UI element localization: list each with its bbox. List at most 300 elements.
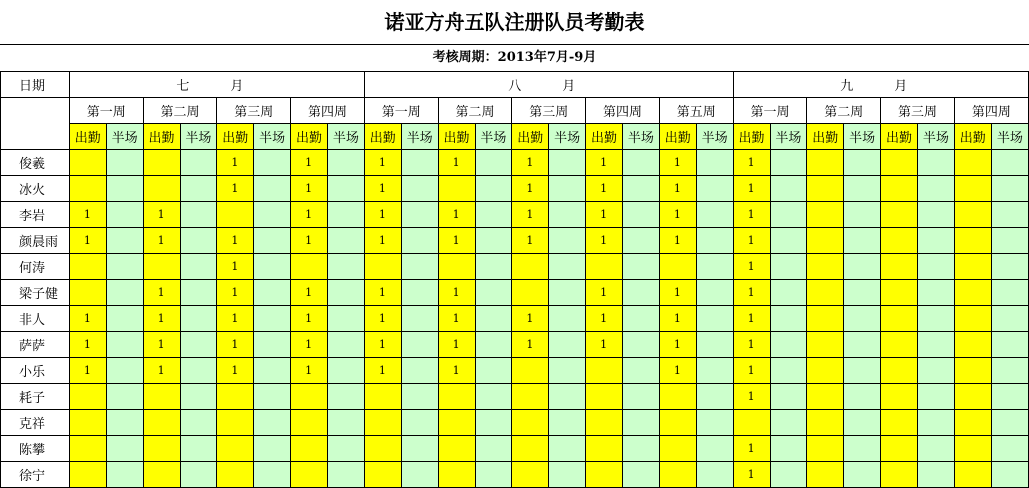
half-cell[interactable] (918, 358, 955, 384)
half-cell[interactable] (106, 150, 143, 176)
attend-cell[interactable]: 1 (438, 306, 475, 332)
attend-cell[interactable]: 1 (586, 202, 623, 228)
attend-cell[interactable] (807, 150, 844, 176)
attend-cell[interactable]: 1 (143, 332, 180, 358)
half-cell[interactable] (401, 332, 438, 358)
attend-cell[interactable] (291, 436, 328, 462)
half-cell[interactable] (918, 306, 955, 332)
half-cell[interactable] (844, 462, 881, 488)
half-cell[interactable] (770, 436, 807, 462)
half-cell[interactable] (106, 228, 143, 254)
half-cell[interactable] (770, 410, 807, 436)
attend-cell[interactable]: 1 (586, 176, 623, 202)
attend-cell[interactable]: 1 (291, 280, 328, 306)
attend-cell[interactable] (881, 332, 918, 358)
attend-cell[interactable]: 1 (586, 150, 623, 176)
half-cell[interactable] (180, 306, 217, 332)
half-cell[interactable] (918, 254, 955, 280)
attend-cell[interactable]: 1 (364, 228, 401, 254)
half-cell[interactable] (475, 332, 512, 358)
half-cell[interactable] (254, 462, 291, 488)
attend-cell[interactable] (659, 254, 696, 280)
half-cell[interactable] (180, 410, 217, 436)
half-cell[interactable] (770, 254, 807, 280)
attend-cell[interactable] (881, 228, 918, 254)
attend-cell[interactable]: 1 (217, 306, 254, 332)
half-cell[interactable] (180, 254, 217, 280)
half-cell[interactable] (991, 462, 1028, 488)
half-cell[interactable] (844, 384, 881, 410)
attend-cell[interactable] (143, 254, 180, 280)
attend-cell[interactable]: 1 (586, 306, 623, 332)
attend-cell[interactable] (586, 384, 623, 410)
attend-cell[interactable]: 1 (69, 202, 106, 228)
attend-cell[interactable]: 1 (69, 306, 106, 332)
half-cell[interactable] (770, 150, 807, 176)
attend-cell[interactable]: 1 (438, 280, 475, 306)
attend-cell[interactable]: 1 (364, 202, 401, 228)
attend-cell[interactable] (438, 384, 475, 410)
half-cell[interactable] (254, 384, 291, 410)
half-cell[interactable] (770, 176, 807, 202)
half-cell[interactable] (918, 176, 955, 202)
attend-cell[interactable]: 1 (733, 202, 770, 228)
attend-cell[interactable] (954, 384, 991, 410)
half-cell[interactable] (475, 358, 512, 384)
half-cell[interactable] (918, 332, 955, 358)
attend-cell[interactable]: 1 (217, 228, 254, 254)
attend-cell[interactable]: 1 (217, 254, 254, 280)
half-cell[interactable] (696, 176, 733, 202)
attend-cell[interactable]: 1 (143, 280, 180, 306)
attend-cell[interactable] (881, 436, 918, 462)
half-cell[interactable] (475, 410, 512, 436)
attend-cell[interactable]: 1 (659, 150, 696, 176)
attend-cell[interactable]: 1 (217, 332, 254, 358)
half-cell[interactable] (401, 358, 438, 384)
attend-cell[interactable] (954, 462, 991, 488)
attend-cell[interactable] (881, 176, 918, 202)
half-cell[interactable] (328, 384, 365, 410)
half-cell[interactable] (328, 410, 365, 436)
attend-cell[interactable] (217, 202, 254, 228)
half-cell[interactable] (549, 436, 586, 462)
attend-cell[interactable] (69, 384, 106, 410)
attend-cell[interactable] (881, 384, 918, 410)
half-cell[interactable] (475, 254, 512, 280)
attend-cell[interactable] (512, 254, 549, 280)
attend-cell[interactable] (881, 410, 918, 436)
attend-cell[interactable]: 1 (143, 228, 180, 254)
attend-cell[interactable] (807, 280, 844, 306)
half-cell[interactable] (549, 176, 586, 202)
attend-cell[interactable]: 1 (733, 150, 770, 176)
attend-cell[interactable] (954, 150, 991, 176)
attend-cell[interactable] (438, 410, 475, 436)
half-cell[interactable] (106, 410, 143, 436)
attend-cell[interactable] (586, 254, 623, 280)
half-cell[interactable] (696, 410, 733, 436)
half-cell[interactable] (549, 410, 586, 436)
half-cell[interactable] (549, 254, 586, 280)
attend-cell[interactable] (807, 228, 844, 254)
attend-cell[interactable] (586, 462, 623, 488)
half-cell[interactable] (180, 228, 217, 254)
attend-cell[interactable] (881, 150, 918, 176)
attend-cell[interactable] (659, 436, 696, 462)
half-cell[interactable] (696, 150, 733, 176)
attend-cell[interactable] (143, 462, 180, 488)
half-cell[interactable] (844, 306, 881, 332)
attend-cell[interactable]: 1 (733, 306, 770, 332)
attend-cell[interactable] (954, 280, 991, 306)
half-cell[interactable] (475, 176, 512, 202)
attend-cell[interactable] (512, 462, 549, 488)
half-cell[interactable] (549, 150, 586, 176)
attend-cell[interactable] (217, 384, 254, 410)
half-cell[interactable] (180, 176, 217, 202)
attend-cell[interactable] (217, 462, 254, 488)
attend-cell[interactable]: 1 (659, 306, 696, 332)
attend-cell[interactable]: 1 (659, 332, 696, 358)
attend-cell[interactable]: 1 (291, 332, 328, 358)
attend-cell[interactable]: 1 (733, 280, 770, 306)
half-cell[interactable] (106, 436, 143, 462)
attend-cell[interactable] (954, 332, 991, 358)
half-cell[interactable] (623, 150, 660, 176)
half-cell[interactable] (770, 202, 807, 228)
attend-cell[interactable] (881, 254, 918, 280)
half-cell[interactable] (254, 202, 291, 228)
half-cell[interactable] (549, 202, 586, 228)
half-cell[interactable] (991, 176, 1028, 202)
attend-cell[interactable]: 1 (364, 280, 401, 306)
attend-cell[interactable] (954, 410, 991, 436)
attend-cell[interactable] (586, 358, 623, 384)
half-cell[interactable] (180, 150, 217, 176)
half-cell[interactable] (180, 436, 217, 462)
half-cell[interactable] (401, 280, 438, 306)
attend-cell[interactable] (364, 384, 401, 410)
attend-cell[interactable] (69, 176, 106, 202)
half-cell[interactable] (770, 280, 807, 306)
attend-cell[interactable]: 1 (659, 228, 696, 254)
half-cell[interactable] (106, 254, 143, 280)
attend-cell[interactable] (143, 176, 180, 202)
attend-cell[interactable] (954, 176, 991, 202)
half-cell[interactable] (696, 462, 733, 488)
attend-cell[interactable]: 1 (364, 176, 401, 202)
half-cell[interactable] (623, 254, 660, 280)
half-cell[interactable] (254, 436, 291, 462)
half-cell[interactable] (106, 280, 143, 306)
half-cell[interactable] (991, 410, 1028, 436)
half-cell[interactable] (918, 150, 955, 176)
half-cell[interactable] (844, 280, 881, 306)
attend-cell[interactable] (807, 384, 844, 410)
half-cell[interactable] (180, 202, 217, 228)
attend-cell[interactable]: 1 (364, 332, 401, 358)
half-cell[interactable] (180, 462, 217, 488)
attend-cell[interactable]: 1 (586, 228, 623, 254)
attend-cell[interactable] (807, 202, 844, 228)
half-cell[interactable] (401, 436, 438, 462)
half-cell[interactable] (696, 436, 733, 462)
attend-cell[interactable] (438, 436, 475, 462)
attend-cell[interactable] (881, 202, 918, 228)
half-cell[interactable] (328, 436, 365, 462)
half-cell[interactable] (770, 358, 807, 384)
half-cell[interactable] (549, 358, 586, 384)
half-cell[interactable] (770, 462, 807, 488)
attend-cell[interactable]: 1 (659, 358, 696, 384)
half-cell[interactable] (991, 332, 1028, 358)
attend-cell[interactable] (733, 410, 770, 436)
half-cell[interactable] (623, 462, 660, 488)
attend-cell[interactable] (881, 462, 918, 488)
attend-cell[interactable] (512, 436, 549, 462)
attend-cell[interactable] (69, 462, 106, 488)
half-cell[interactable] (844, 436, 881, 462)
attend-cell[interactable] (881, 306, 918, 332)
half-cell[interactable] (401, 202, 438, 228)
attend-cell[interactable] (954, 358, 991, 384)
attend-cell[interactable] (659, 384, 696, 410)
half-cell[interactable] (844, 332, 881, 358)
attend-cell[interactable]: 1 (291, 358, 328, 384)
half-cell[interactable] (180, 384, 217, 410)
half-cell[interactable] (991, 280, 1028, 306)
half-cell[interactable] (106, 358, 143, 384)
half-cell[interactable] (549, 280, 586, 306)
attend-cell[interactable] (69, 410, 106, 436)
half-cell[interactable] (696, 280, 733, 306)
attend-cell[interactable]: 1 (291, 176, 328, 202)
half-cell[interactable] (549, 332, 586, 358)
attend-cell[interactable] (291, 410, 328, 436)
half-cell[interactable] (475, 384, 512, 410)
attend-cell[interactable]: 1 (364, 306, 401, 332)
half-cell[interactable] (844, 358, 881, 384)
half-cell[interactable] (991, 384, 1028, 410)
attend-cell[interactable] (364, 410, 401, 436)
half-cell[interactable] (328, 306, 365, 332)
half-cell[interactable] (254, 410, 291, 436)
half-cell[interactable] (991, 358, 1028, 384)
attend-cell[interactable] (954, 306, 991, 332)
half-cell[interactable] (623, 358, 660, 384)
half-cell[interactable] (254, 306, 291, 332)
half-cell[interactable] (844, 150, 881, 176)
attend-cell[interactable] (807, 462, 844, 488)
attend-cell[interactable] (954, 228, 991, 254)
half-cell[interactable] (328, 202, 365, 228)
half-cell[interactable] (328, 228, 365, 254)
half-cell[interactable] (770, 384, 807, 410)
attend-cell[interactable] (364, 436, 401, 462)
attend-cell[interactable]: 1 (438, 228, 475, 254)
attend-cell[interactable]: 1 (143, 202, 180, 228)
half-cell[interactable] (918, 436, 955, 462)
half-cell[interactable] (401, 384, 438, 410)
attend-cell[interactable]: 1 (438, 332, 475, 358)
half-cell[interactable] (254, 228, 291, 254)
attend-cell[interactable]: 1 (733, 384, 770, 410)
half-cell[interactable] (328, 150, 365, 176)
attend-cell[interactable]: 1 (586, 280, 623, 306)
half-cell[interactable] (623, 228, 660, 254)
attend-cell[interactable] (291, 462, 328, 488)
half-cell[interactable] (918, 202, 955, 228)
attend-cell[interactable]: 1 (217, 150, 254, 176)
half-cell[interactable] (475, 150, 512, 176)
half-cell[interactable] (696, 358, 733, 384)
half-cell[interactable] (106, 306, 143, 332)
half-cell[interactable] (328, 358, 365, 384)
half-cell[interactable] (106, 332, 143, 358)
half-cell[interactable] (918, 228, 955, 254)
attend-cell[interactable] (143, 410, 180, 436)
half-cell[interactable] (918, 462, 955, 488)
attend-cell[interactable]: 1 (69, 228, 106, 254)
half-cell[interactable] (770, 306, 807, 332)
half-cell[interactable] (844, 202, 881, 228)
attend-cell[interactable] (143, 436, 180, 462)
attend-cell[interactable]: 1 (512, 202, 549, 228)
half-cell[interactable] (328, 254, 365, 280)
attend-cell[interactable]: 1 (143, 306, 180, 332)
attend-cell[interactable] (143, 150, 180, 176)
half-cell[interactable] (844, 254, 881, 280)
half-cell[interactable] (180, 280, 217, 306)
half-cell[interactable] (696, 202, 733, 228)
attend-cell[interactable]: 1 (364, 358, 401, 384)
half-cell[interactable] (475, 436, 512, 462)
half-cell[interactable] (991, 202, 1028, 228)
attend-cell[interactable]: 1 (217, 176, 254, 202)
attend-cell[interactable] (512, 410, 549, 436)
attend-cell[interactable] (807, 176, 844, 202)
half-cell[interactable] (254, 254, 291, 280)
half-cell[interactable] (549, 384, 586, 410)
half-cell[interactable] (696, 228, 733, 254)
half-cell[interactable] (844, 228, 881, 254)
half-cell[interactable] (254, 176, 291, 202)
attend-cell[interactable] (364, 462, 401, 488)
half-cell[interactable] (918, 280, 955, 306)
half-cell[interactable] (106, 462, 143, 488)
attend-cell[interactable]: 1 (733, 176, 770, 202)
attend-cell[interactable]: 1 (217, 358, 254, 384)
attend-cell[interactable] (512, 358, 549, 384)
half-cell[interactable] (549, 228, 586, 254)
attend-cell[interactable]: 1 (364, 150, 401, 176)
attend-cell[interactable]: 1 (69, 332, 106, 358)
half-cell[interactable] (991, 254, 1028, 280)
attend-cell[interactable] (807, 358, 844, 384)
attend-cell[interactable]: 1 (733, 254, 770, 280)
attend-cell[interactable]: 1 (69, 358, 106, 384)
attend-cell[interactable] (807, 306, 844, 332)
attend-cell[interactable] (69, 436, 106, 462)
half-cell[interactable] (180, 332, 217, 358)
half-cell[interactable] (328, 280, 365, 306)
attend-cell[interactable] (954, 436, 991, 462)
half-cell[interactable] (623, 176, 660, 202)
half-cell[interactable] (623, 202, 660, 228)
attend-cell[interactable]: 1 (733, 436, 770, 462)
half-cell[interactable] (401, 150, 438, 176)
attend-cell[interactable] (807, 436, 844, 462)
half-cell[interactable] (549, 462, 586, 488)
half-cell[interactable] (401, 254, 438, 280)
attend-cell[interactable] (586, 436, 623, 462)
half-cell[interactable] (991, 306, 1028, 332)
half-cell[interactable] (991, 150, 1028, 176)
half-cell[interactable] (475, 462, 512, 488)
attend-cell[interactable] (954, 254, 991, 280)
attend-cell[interactable]: 1 (512, 332, 549, 358)
attend-cell[interactable]: 1 (217, 280, 254, 306)
attend-cell[interactable]: 1 (291, 202, 328, 228)
attend-cell[interactable] (217, 436, 254, 462)
attend-cell[interactable] (69, 254, 106, 280)
attend-cell[interactable]: 1 (438, 358, 475, 384)
attend-cell[interactable] (291, 254, 328, 280)
attend-cell[interactable] (438, 176, 475, 202)
attend-cell[interactable] (807, 254, 844, 280)
attend-cell[interactable] (512, 384, 549, 410)
attend-cell[interactable]: 1 (512, 228, 549, 254)
half-cell[interactable] (475, 280, 512, 306)
half-cell[interactable] (696, 306, 733, 332)
attend-cell[interactable]: 1 (659, 280, 696, 306)
half-cell[interactable] (106, 202, 143, 228)
attend-cell[interactable]: 1 (733, 228, 770, 254)
attend-cell[interactable]: 1 (659, 202, 696, 228)
attend-cell[interactable]: 1 (512, 176, 549, 202)
attend-cell[interactable]: 1 (291, 150, 328, 176)
attend-cell[interactable] (659, 462, 696, 488)
half-cell[interactable] (918, 384, 955, 410)
half-cell[interactable] (180, 358, 217, 384)
half-cell[interactable] (401, 462, 438, 488)
half-cell[interactable] (844, 410, 881, 436)
half-cell[interactable] (401, 306, 438, 332)
half-cell[interactable] (401, 228, 438, 254)
attend-cell[interactable]: 1 (512, 150, 549, 176)
attend-cell[interactable] (69, 150, 106, 176)
half-cell[interactable] (106, 176, 143, 202)
attend-cell[interactable]: 1 (586, 332, 623, 358)
attend-cell[interactable] (438, 462, 475, 488)
half-cell[interactable] (770, 228, 807, 254)
attend-cell[interactable]: 1 (733, 462, 770, 488)
half-cell[interactable] (106, 384, 143, 410)
attend-cell[interactable]: 1 (143, 358, 180, 384)
attend-cell[interactable] (586, 410, 623, 436)
attend-cell[interactable]: 1 (291, 306, 328, 332)
half-cell[interactable] (549, 306, 586, 332)
half-cell[interactable] (328, 462, 365, 488)
half-cell[interactable] (696, 332, 733, 358)
half-cell[interactable] (623, 280, 660, 306)
half-cell[interactable] (475, 202, 512, 228)
half-cell[interactable] (254, 150, 291, 176)
attend-cell[interactable]: 1 (512, 306, 549, 332)
half-cell[interactable] (623, 332, 660, 358)
half-cell[interactable] (918, 410, 955, 436)
